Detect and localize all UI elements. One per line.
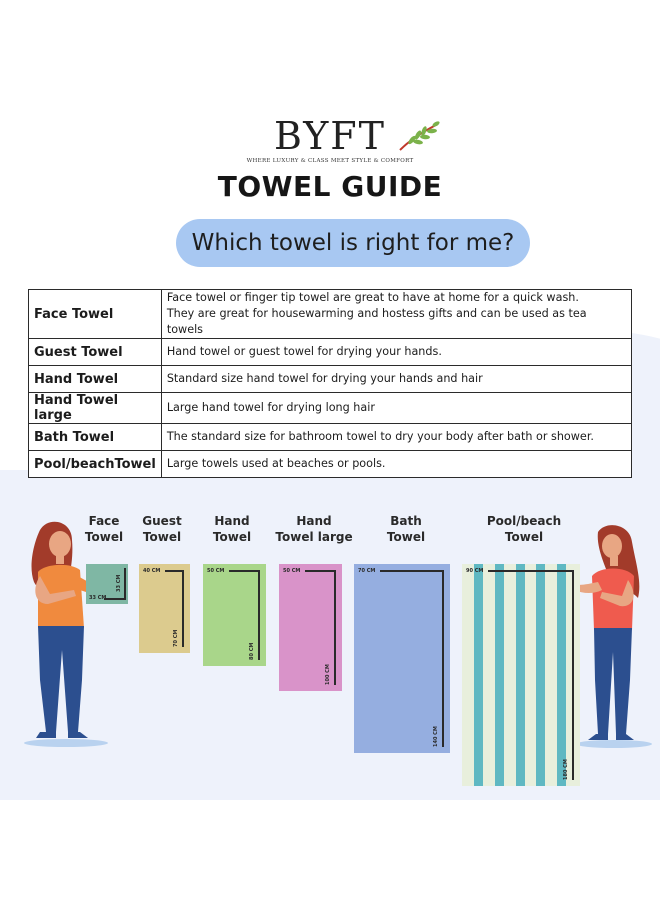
- height-dimension-line: [442, 570, 444, 747]
- towel-label-line: Hand: [296, 514, 332, 528]
- width-dimension-line: [380, 570, 444, 572]
- woman-left-illustration: [18, 520, 118, 750]
- towel-label-line: Towel: [504, 530, 544, 544]
- towel-label-line: Towel large: [275, 530, 353, 544]
- towel-label-line: Towel: [386, 530, 426, 544]
- description-line: They are great for housewarming and hostess gifts and can be used as tea towels: [166, 307, 587, 336]
- table-row: [29, 366, 632, 393]
- woman-right-illustration: [568, 524, 658, 750]
- towel-guide-table: [28, 289, 632, 478]
- towel-type-cell: Pool/beachTowel: [29, 451, 162, 478]
- width-dimension-line: [229, 570, 260, 572]
- towel-rect: [203, 564, 266, 666]
- width-label: 33 CM: [89, 595, 107, 601]
- towel-type-cell: Face Towel: [29, 290, 162, 339]
- page-title: TOWEL GUIDE: [217, 170, 443, 203]
- towel-label-line: Towel: [142, 530, 182, 544]
- height-label: 33 CM: [116, 574, 122, 592]
- width-label: 50 CM: [283, 568, 301, 574]
- width-label: 50 CM: [207, 568, 225, 574]
- brand-name: BYFT: [273, 114, 387, 158]
- towel-stripe: [495, 564, 504, 786]
- description-line: Standard size hand towel for drying your hands and hair: [166, 372, 483, 385]
- towel-type-cell: Bath Towel: [29, 424, 162, 451]
- towel-stripe: [516, 564, 525, 786]
- description-line: Large hand towel for drying long hair: [166, 401, 375, 414]
- table-row: [29, 393, 632, 424]
- brand-logo: [0, 114, 660, 158]
- height-label: 70 CM: [173, 629, 179, 647]
- towel-label-line: Towel: [212, 530, 252, 544]
- towel-label-line: Pool/beach: [486, 514, 562, 528]
- towel-description-cell: [161, 393, 631, 424]
- towel-label-line: Towel: [84, 530, 124, 544]
- towel-description-cell: [161, 366, 631, 393]
- towel-description-cell: [161, 339, 631, 366]
- towel-type-cell: Guest Towel: [29, 339, 162, 366]
- table-row: [29, 339, 632, 366]
- towel-label-line: Bath: [390, 514, 422, 528]
- leaf-icon: [398, 118, 442, 152]
- towel-stripe: [557, 564, 566, 786]
- towel-label-line: Face: [88, 514, 120, 528]
- table-row: [29, 424, 632, 451]
- towel-rect: [462, 564, 580, 786]
- towel-description-cell: [161, 424, 631, 451]
- height-label: 80 CM: [249, 642, 255, 660]
- width-label: 40 CM: [143, 568, 161, 574]
- description-line: The standard size for bathroom towel to dry your body after bath or shower.: [166, 430, 594, 443]
- height-dimension-line: [334, 570, 336, 685]
- towel-description-cell: [161, 290, 631, 339]
- height-dimension-line: [124, 568, 126, 600]
- description-line: Hand towel or guest towel for drying your hands.: [166, 345, 442, 358]
- table-row: [29, 451, 632, 478]
- width-label: 90 CM: [466, 568, 484, 574]
- height-label: 100 CM: [325, 664, 331, 685]
- height-label: 180 CM: [563, 759, 569, 780]
- towel-stripe: [536, 564, 545, 786]
- towel-label-line: Guest: [142, 514, 182, 528]
- width-dimension-line: [305, 570, 336, 572]
- description-line: Large towels used at beaches or pools.: [166, 457, 386, 470]
- height-dimension-line: [182, 570, 184, 647]
- table-row: [29, 290, 632, 339]
- description-line: Face towel or finger tip towel are great to have at home for a quick wash.: [166, 291, 579, 304]
- towel-description-cell: [161, 451, 631, 478]
- towel-label: [474, 513, 574, 545]
- towel-label: [264, 513, 364, 545]
- towel-label-line: Hand: [214, 514, 250, 528]
- question-banner: Which towel is right for me?: [176, 219, 530, 267]
- height-label: 140 CM: [433, 726, 439, 747]
- brand-tagline: WHERE LUXURY & CLASS MEET STYLE & COMFORT: [246, 158, 414, 164]
- width-dimension-line: [488, 570, 574, 572]
- towel-type-cell: Hand Towel large: [29, 393, 162, 424]
- towel-rect: [279, 564, 342, 691]
- width-dimension-line: [104, 598, 124, 600]
- width-label: 70 CM: [358, 568, 376, 574]
- towel-type-cell: Hand Towel: [29, 366, 162, 393]
- height-dimension-line: [572, 570, 574, 780]
- height-dimension-line: [258, 570, 260, 660]
- towel-label: [356, 513, 456, 545]
- towel-rect: [354, 564, 450, 753]
- towel-stripe: [474, 564, 483, 786]
